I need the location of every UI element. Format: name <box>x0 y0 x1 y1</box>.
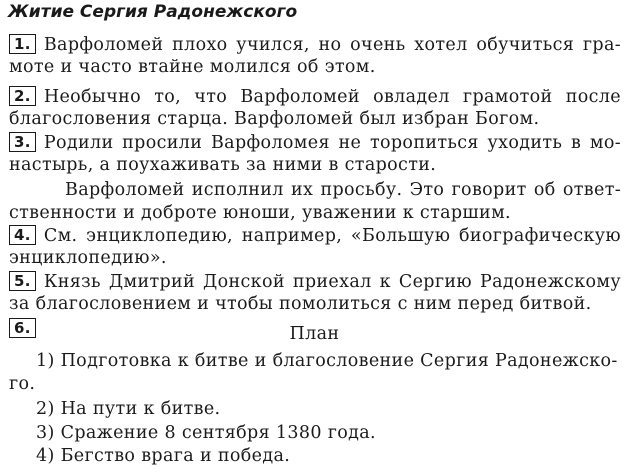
answer-number-2: 2. <box>9 86 36 106</box>
answer-number-5: 5. <box>9 271 36 291</box>
answer-3-para-2-line-1: Варфоломей исполнил их просьбу. Это говорит об ответ- <box>65 180 621 200</box>
plan-item-4: 4) Бегство врага и победа. <box>36 446 291 466</box>
answer-number-3: 3. <box>9 132 36 152</box>
answer-number-4: 4. <box>9 225 36 245</box>
plan-item-3: 3) Сражение 8 сентября 1380 года. <box>36 423 376 443</box>
page-title: Житие Сергия Радонежского <box>8 2 298 22</box>
answer-5-line-2: за благословением и чтобы помолиться с ним перед битвой. <box>9 294 592 314</box>
answer-number-1: 1. <box>9 34 36 54</box>
answer-2-line-1: 2. Необычно то, что Варфоломей овладел грамотой после <box>9 86 621 108</box>
answer-3-line-1: 3. Родили просили Варфоломея не торопиться уходить в мо- <box>9 132 621 154</box>
answer-4-line-2: энциклопедию». <box>9 248 167 268</box>
plan-item-1: 1) Подготовка к битве и благословение Сергия Радонежско- <box>36 351 618 371</box>
answer-1-line-1: 1. Варфоломей плохо учился, но очень хотел обучиться гра- <box>9 34 621 56</box>
answer-number-6: 6. <box>9 318 36 338</box>
answer-4-line-1: 4. См. энциклопедию, например, «Большую биографическую <box>9 225 621 247</box>
answer-5-line-1: 5. Князь Дмитрий Донской приехал к Сергию Радонежскому <box>9 271 621 293</box>
answer-3-line-2: настырь, а поухаживать за ними в старости. <box>9 155 437 175</box>
answer-2-line-2: благословения старца. Варфоломей был избран Богом. <box>9 109 540 129</box>
answer-3-para-2-line-2: ственности и доброте юноши, уважении к старшим. <box>9 203 511 223</box>
answer-1-line-2: моте и часто втайне молился об этом. <box>9 57 376 77</box>
plan-title: План <box>289 324 340 344</box>
plan-item-2: 2) На пути к битве. <box>36 399 221 419</box>
plan-item-1-continuation: го. <box>9 374 36 394</box>
